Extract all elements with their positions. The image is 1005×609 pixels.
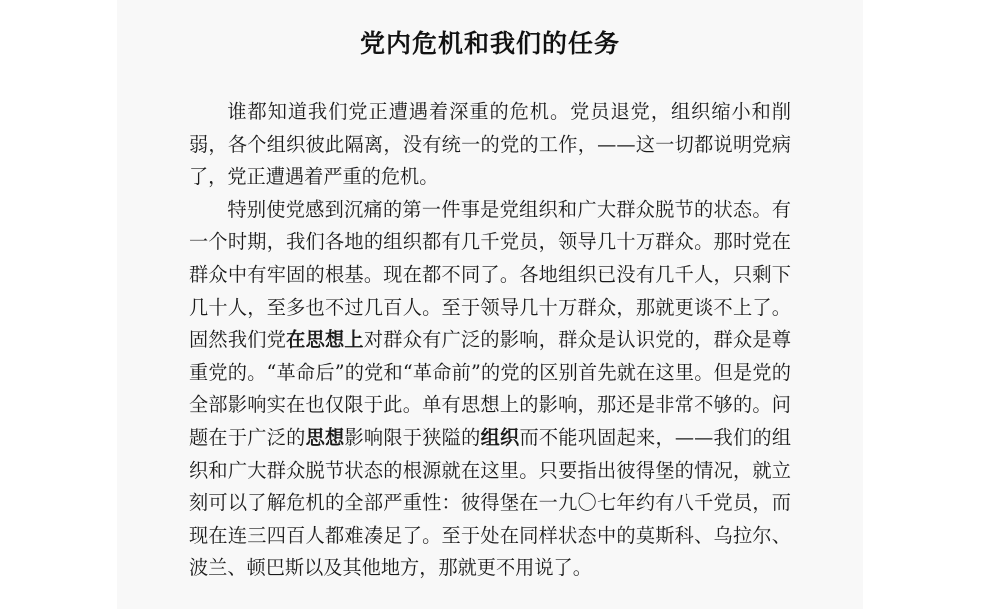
emphasis-thought: 思想 <box>305 425 345 449</box>
paragraph-2-text: 特别使党感到沉痛的第一件事是党组织和广大群众脱节的状态。有一个时期，我们各地的组织都有几千党员，领导几十万群众。那时党在群众中有牢固的根基。现在都不同了。各地组织已没有几千人，只剩下几十人，至多也不过几百人。至于领导几十万群众，那就更谈不上了。固然我们党 <box>189 197 791 352</box>
paragraph-1-text: 谁都知道我们党正遭遇着深重的危机。党员退党，组织缩小和削弱，各个组织彼此隔离，没有统一的党的工作，——这一切都说明党病了，党正遭遇着严重的危机。 <box>189 100 791 189</box>
article-body <box>189 96 791 585</box>
document-page <box>117 0 863 609</box>
paragraph-2-text: 而不能巩固起来，——我们的组织和广大群众脱节状态的根源就在这里。只要指出彼得堡的情况，就立刻可以了解危机的全部严重性：彼得堡在一九〇七年约有八千党员，而现在连三四百人都难凑足了。至于处在同样状态中的莫斯科、乌拉尔、波兰、顿巴斯以及其他地方，那就更不用说了。 <box>189 425 792 580</box>
emphasis-organization: 组织 <box>480 425 520 449</box>
paragraph-2 <box>189 194 791 585</box>
paragraph-2-text: 影响限于狭隘的 <box>344 425 481 449</box>
article-title: 党内危机和我们的任务 <box>359 29 620 58</box>
emphasis-in-thought: 在思想上 <box>286 328 364 352</box>
paragraph-2-text: 对群众有广泛的影响，群众是认识党的，群众是尊重党的。“革命后”的党和“革命前”的党的区别首先就在这里。但是党的全部影响实在也仅限于此。单有思想上的影响，那还是非常不够的。问题在于广泛的 <box>189 328 792 449</box>
paragraph-1 <box>189 96 791 194</box>
